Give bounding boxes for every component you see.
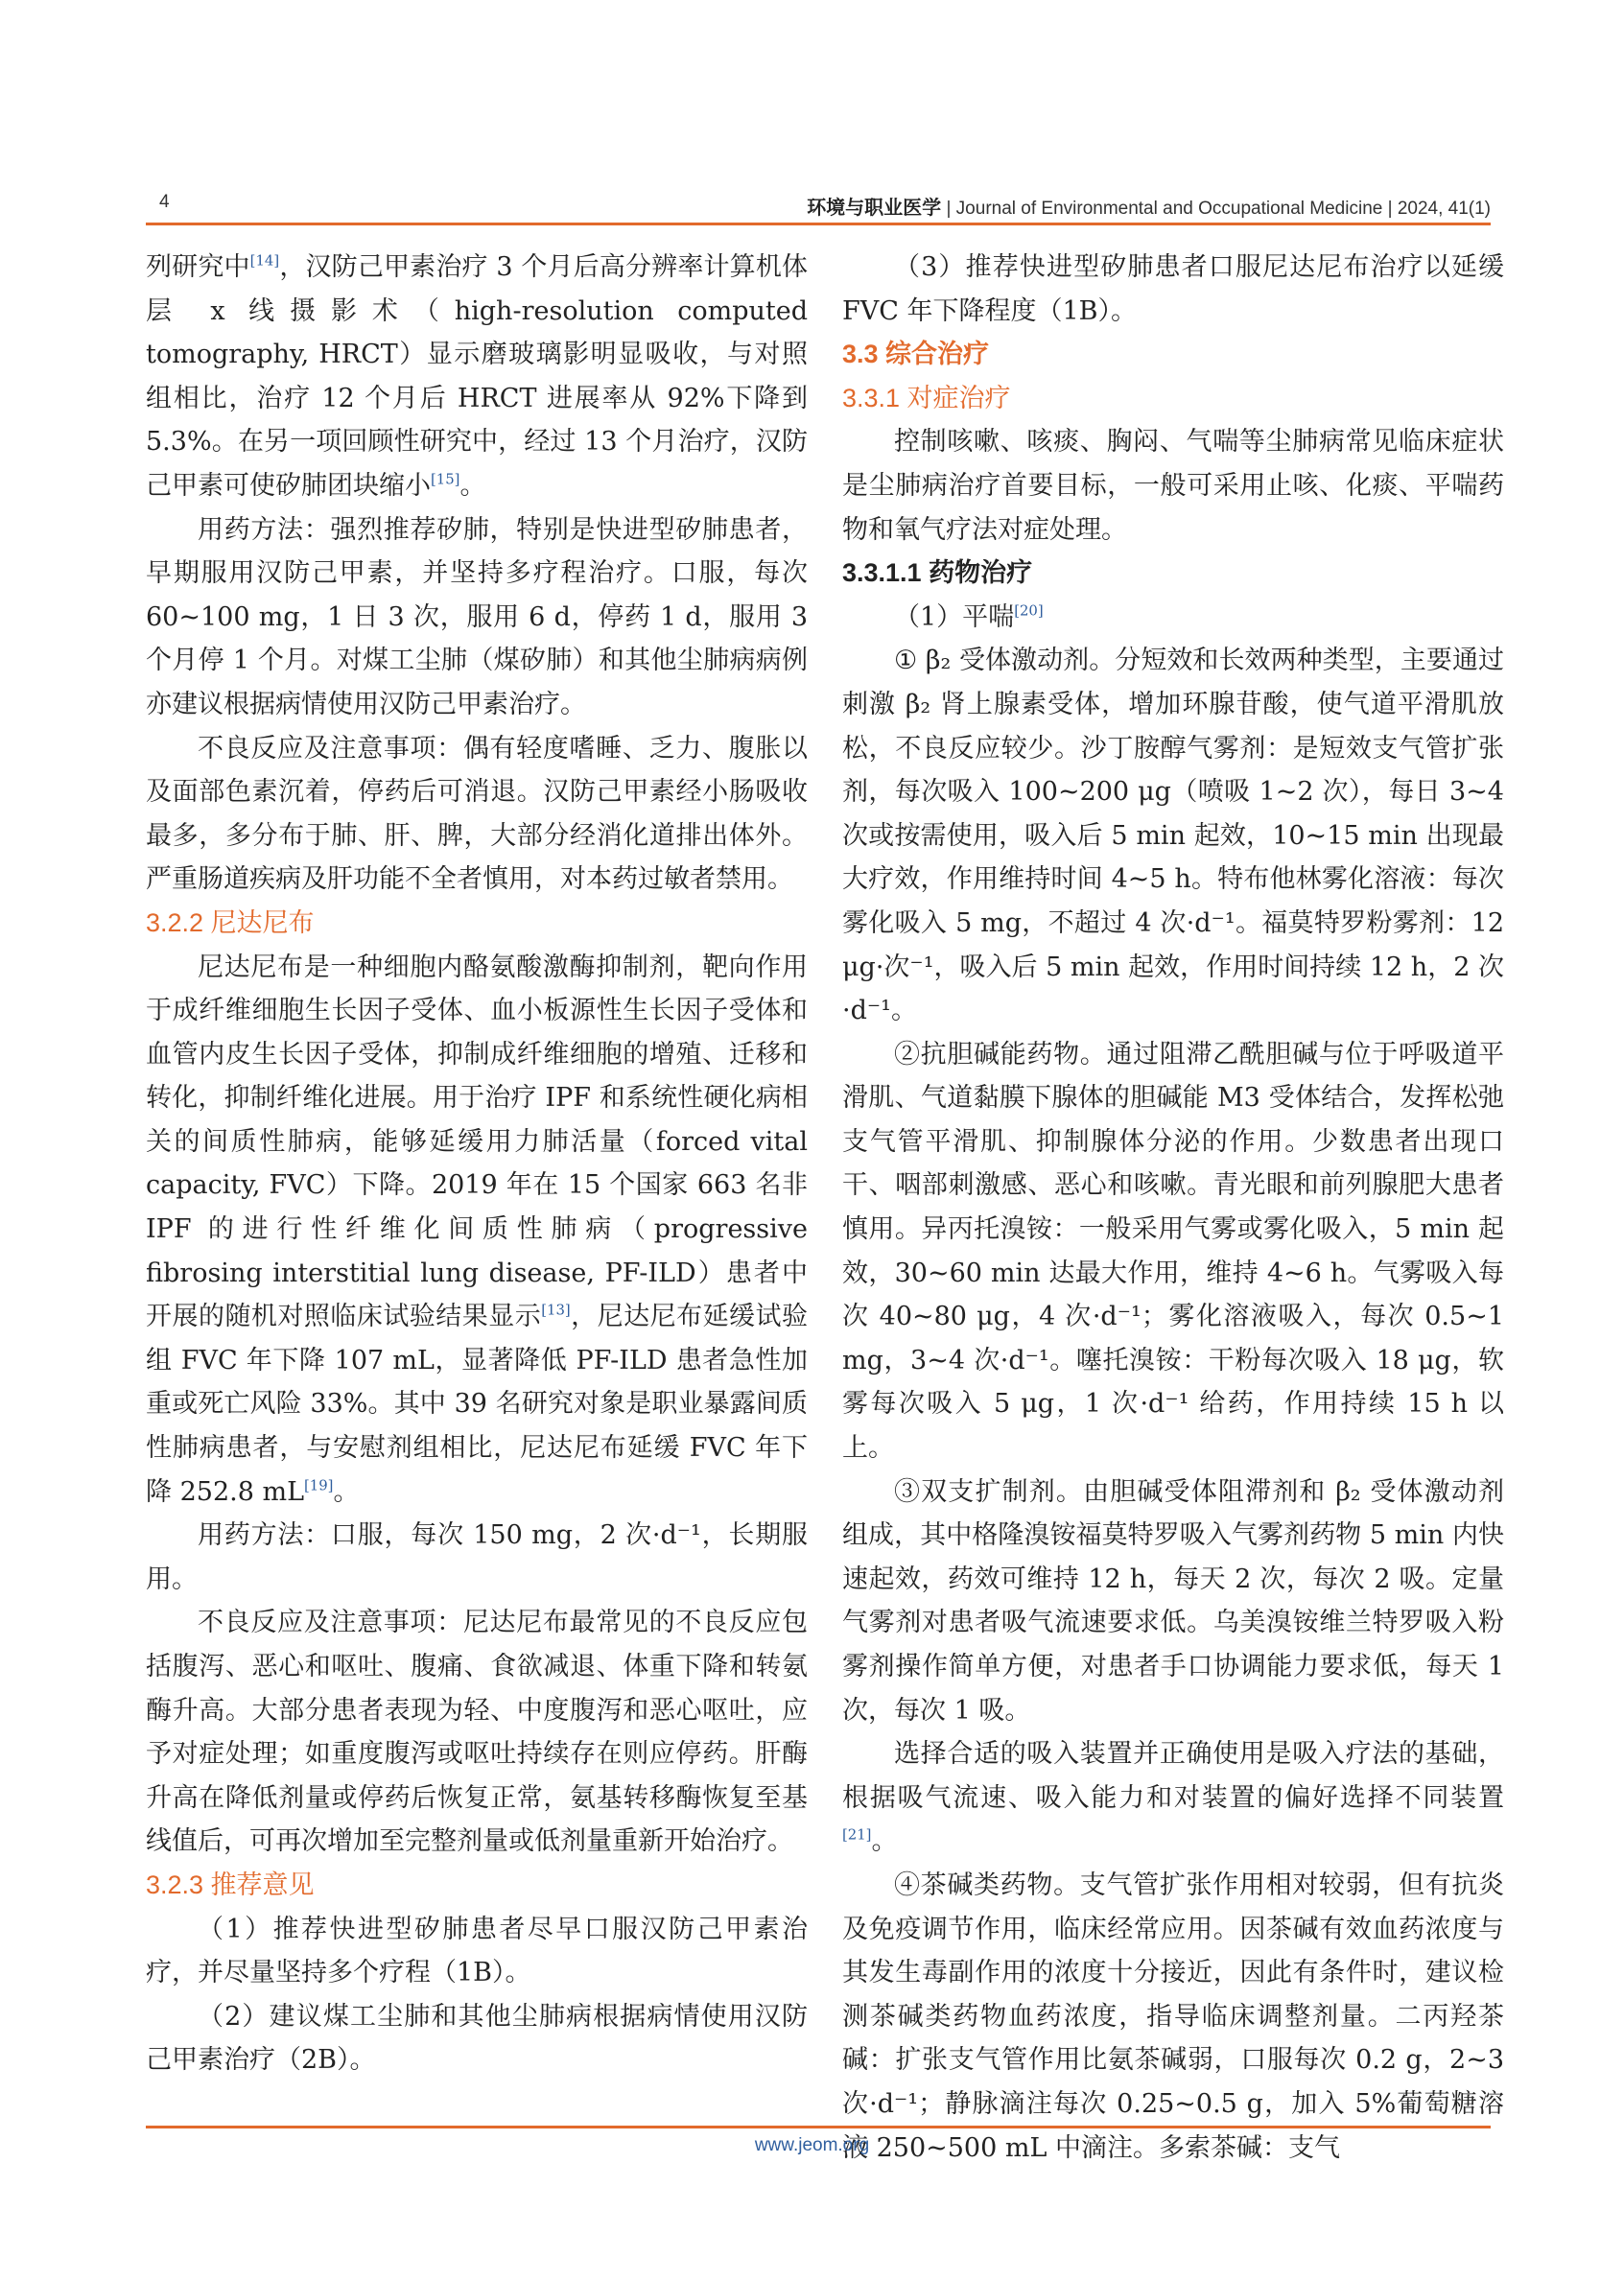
- footer-rule: [146, 2126, 1491, 2128]
- paragraph: 尼达尼布是一种细胞内酪氨酸激酶抑制剂，靶向作用于成纤维细胞生长因子受体、血小板源性生长因子受体和血管内皮生长因子受体，抑制成纤维细胞的增殖、迁移和转化，抑制纤维化进展。用于治疗 IPF 和系统性硬化病相关的间质性肺病，能够延缓用力肺活量（forced vital capacity, FVC）下降。2019 年在 15 个国家 663 名非 IPF 的进行性纤维化间质性肺病（progressive fibrosing interstitial lung disease, PF-ILD）患者中开展的随机对照临床试验结果显示[13]，尼达尼布延缓试验组 FVC 年下降 107 mL，显著降低 PF-ILD 患者急性加重或死亡风险 33%。其中 39 名研究对象是职业暴露间质性肺病患者，与安慰剂组相比，尼达尼布延缓 FVC 年下降 252.8 mL[19]。: [146, 952, 809, 1507]
- citation-link[interactable]: [14]: [249, 251, 280, 270]
- page-footer: [0, 2135, 1624, 2156]
- paragraph: ④茶碱类药物。支气管扩张作用相对较弱，但有抗炎及免疫调节作用，临床经常应用。因茶碱有效血药浓度与其发生毒副作用的浓度十分接近，因此有条件时，建议检测茶碱类药物血药浓度，指导临床调整剂量。二丙羟茶碱：扩张支气管作用比氨茶碱弱，口服每次 0.2 g，2~3 次·d⁻¹；静脉滴注每次 0.25~0.5 g，加入 5%葡萄糖溶液 250~500 mL 中滴注。多索茶碱：支气: [842, 1869, 1504, 2163]
- citation-link[interactable]: [15]: [431, 470, 460, 488]
- section-heading-3-2-3: 3.2.3 推荐意见: [146, 1869, 315, 1899]
- section-heading-3-3-1-1: 3.3.1.1 药物治疗: [842, 558, 1033, 588]
- paragraph: 列研究中[14]，汉防己甲素治疗 3 个月后高分辨率计算机体层 x 线摄影术（high-resolution computed tomography, HRCT）显示磨玻璃影明显吸收，与对照组相比，治疗 12 个月后 HRCT 进展率从 92%下降到 5.3%。在另一项回顾性研究中，经过 13 个月治疗，汉防己甲素可使矽肺团块缩小[15]。: [146, 251, 809, 501]
- journal-title-cn: 环境与职业医学: [807, 196, 942, 219]
- right-column: [842, 246, 1504, 2170]
- paragraph: （1）平喘[20]: [894, 601, 1044, 632]
- paragraph: 选择合适的吸入装置并正确使用是吸入疗法的基础，根据吸气流速、吸入能力和对装置的偏好选择不同装置[21]。: [842, 1739, 1504, 1857]
- section-heading-3-3: 3.3 综合治疗: [842, 340, 990, 369]
- paragraph: 用药方法：口服，每次 150 mg，2 次·d⁻¹，长期服用。: [146, 1520, 808, 1594]
- journal-url-link[interactable]: www.jeom.org: [754, 2135, 870, 2155]
- citation-link[interactable]: [21]: [842, 1825, 872, 1844]
- journal-title: [807, 192, 1491, 220]
- section-heading-3-3-1: 3.3.1 对症治疗: [842, 383, 1011, 412]
- citation-link[interactable]: [20]: [1014, 601, 1044, 620]
- left-column: [146, 246, 808, 2082]
- paragraph: 用药方法：强烈推荐矽肺，特别是快进型矽肺患者，早期服用汉防己甲素，并坚持多疗程治疗。口服，每次 60~100 mg，1 日 3 次，服用 6 d，停药 1 d，服用 3 个月停 1 个月。对煤工尘肺（煤矽肺）和其他尘肺病病例亦建议根据病情使用汉防己甲素治疗。: [146, 514, 808, 719]
- paragraph: （3）推荐快进型矽肺患者口服尼达尼布治疗以延缓 FVC 年下降程度（1B）。: [842, 252, 1504, 326]
- journal-info: | Journal of Environmental and Occupational Medicine | 2024, 41(1): [941, 199, 1491, 219]
- paragraph: ① β₂ 受体激动剂。分短效和长效两种类型，主要通过刺激 β₂ 肾上腺素受体，增加环腺苷酸，使气道平滑肌放松，不良反应较少。沙丁胺醇气雾剂：是短效支气管扩张剂，每次吸入 100~200 μg（喷吸 1~2 次），每日 3~4 次或按需使用，吸入后 5 min 起效，10~15 min 出现最大疗效，作用维持时间 4~5 h。特布他林雾化溶液：每次雾化吸入 5 mg，不超过 4 次·d⁻¹。福莫特罗粉雾剂：12 μg·次⁻¹，吸入后 5 min 起效，作用时间持续 12 h，2 次·d⁻¹。: [842, 646, 1504, 1026]
- paragraph: ②抗胆碱能药物。通过阻滞乙酰胆碱与位于呼吸道平滑肌、气道黏膜下腺体的胆碱能 M3 受体结合，发挥松弛支气管平滑肌、抑制腺体分泌的作用。少数患者出现口干、咽部刺激感、恶心和咳嗽。青光眼和前列腺肥大患者慎用。异丙托溴铵：一般采用气雾或雾化吸入，5 min 起效，30~60 min 达最大作用，维持 4~6 h。气雾吸入每次 40~80 μg，4 次·d⁻¹；雾化溶液吸入，每次 0.5~1 mg，3~4 次·d⁻¹。噻托溴铵：干粉每次吸入 18 μg，软雾每次吸入 5 μg，1 次·d⁻¹ 给药，作用持续 15 h 以上。: [842, 1039, 1504, 1464]
- paragraph: 不良反应及注意事项：偶有轻度嗜睡、乏力、腹胀以及面部色素沉着，停药后可消退。汉防己甲素经小肠吸收最多，多分布于肺、肝、脾，大部分经消化道排出体外。严重肠道疾病及肝功能不全者慎用，对本药过敏者禁用。: [146, 733, 808, 895]
- paragraph: ③双支扩制剂。由胆碱受体阻滞剂和 β₂ 受体激动剂组成，其中格隆溴铵福莫特罗吸入气雾剂药物 5 min 内快速起效，药效可维持 12 h，每天 2 次，每次 2 吸。定量气雾剂对患者吸气流速要求低。乌美溴铵维兰特罗吸入粉雾剂操作简单方便，对患者手口协调能力要求低，每天 1 次，每次 1 吸。: [842, 1476, 1504, 1726]
- section-heading-3-2-2: 3.2.2 尼达尼布: [146, 907, 315, 937]
- page-number: 4: [159, 192, 170, 212]
- header-rule: [146, 223, 1491, 225]
- citation-link[interactable]: [13]: [541, 1301, 571, 1319]
- page-header: [146, 192, 1491, 226]
- paragraph: （2）建议煤工尘肺和其他尘肺病根据病情使用汉防己甲素治疗（2B）。: [146, 2001, 808, 2076]
- paragraph: （1）推荐快进型矽肺患者尽早口服汉防己甲素治疗，并尽量坚持多个疗程（1B）。: [146, 1914, 808, 1988]
- paragraph: 不良反应及注意事项：尼达尼布最常见的不良反应包括腹泻、恶心和呕吐、腹痛、食欲减退、体重下降和转氨酶升高。大部分患者表现为轻、中度腹泻和恶心呕吐，应予对症处理；如重度腹泻或呕吐持续存在则应停药。肝酶升高在降低剂量或停药后恢复正常，氨基转移酶恢复至基线值后，可再次增加至完整剂量或低剂量重新开始治疗。: [146, 1608, 808, 1857]
- citation-link[interactable]: [19]: [304, 1476, 334, 1494]
- paragraph: 控制咳嗽、咳痰、胸闷、气喘等尘肺病常见临床症状是尘肺病治疗首要目标，一般可采用止咳、化痰、平喘药物和氧气疗法对症处理。: [842, 427, 1504, 545]
